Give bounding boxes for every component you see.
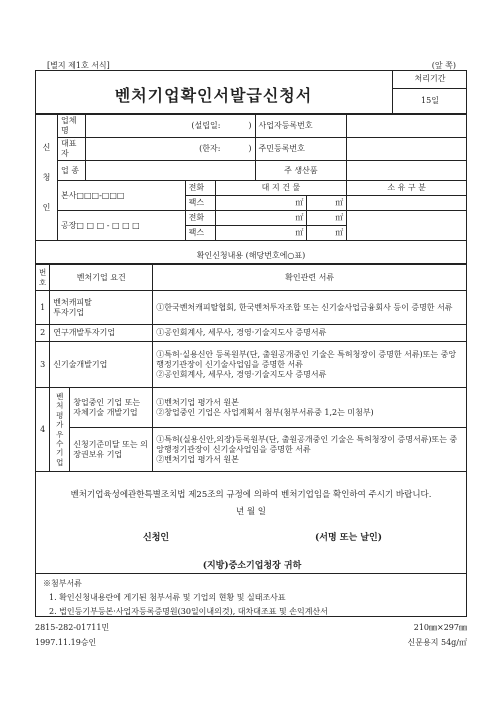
table-row[interactable] — [36, 325, 467, 342]
attachments — [35, 573, 467, 617]
applicant-side-label: 신 청 인 — [36, 115, 58, 241]
title-row — [35, 70, 467, 114]
hq-label: 본사□□□-□□□ — [57, 181, 185, 211]
attachment-item: 2. 법인등기부등본·사업자등록증명원(30일이내의것), 대차대조표 및 손익계산서 — [49, 607, 328, 616]
processing-label: 처리기간 — [393, 70, 467, 89]
row-req: 신기술개발기업 — [50, 342, 153, 388]
industry-field[interactable] — [85, 161, 255, 181]
page-side: (앞 쪽) — [431, 61, 456, 70]
table-row[interactable] — [36, 388, 467, 428]
statement: 벤처기업육성에관한특별조치법 제25조의 규정에 의하여 벤처기업임을 확인하여 주시기 바랍니다. — [70, 490, 432, 500]
paper-type: 신문용지 54g/㎡ — [407, 638, 467, 647]
factory-ownership-field[interactable] — [347, 211, 467, 241]
hq-phone-label: 전화 — [185, 181, 215, 196]
factory-bldg-field-2[interactable]: ㎡ — [307, 226, 347, 241]
col-docs-header: 확인관련 서류 — [153, 265, 467, 291]
factory-fax-label: 팩스 — [185, 226, 215, 241]
company-name-label: 업체명 — [57, 115, 85, 138]
bizreg-field[interactable] — [347, 115, 467, 138]
row-docs: ①한국벤처캐피탈협회, 한국벤처투자조합 또는 신기술사업금융회사 등이 증명한 서류 — [153, 291, 467, 325]
attachments-title: ※첨부서류 — [43, 579, 82, 588]
rep-label: 대표자 — [57, 138, 85, 161]
hq-fax-label: 팩스 — [185, 196, 215, 211]
processing-value: 15일 — [421, 96, 439, 105]
factory-label: 공장□ □ □ - □ □ □ — [57, 211, 185, 241]
form-title: 벤처기업확인서발급신청서 — [114, 86, 313, 105]
row-req: 창업중인 기업 또는 자체기술 개발기업 — [70, 388, 153, 428]
factory-land-field-2[interactable]: ㎡ — [215, 226, 307, 241]
recipient: (지방)중소기업청장 귀하 — [202, 561, 302, 571]
form-code: 2815-282-01711민 — [35, 623, 110, 632]
land-building-header: 대 지 건 물 — [215, 181, 347, 196]
table-row[interactable] — [36, 428, 467, 472]
industry-label: 업 종 — [57, 161, 85, 181]
row-no: 1 — [36, 291, 50, 325]
product-field[interactable] — [347, 161, 467, 181]
factory-phone-label: 전화 — [185, 211, 215, 226]
row-docs: ①벤처기업 평가서 원본 ②창업중인 기업은 사업계획서 첨부(첨부서류중 1,2는 미첨부) — [153, 388, 467, 428]
row-no: 2 — [36, 325, 50, 342]
col-no-header: 번호 — [36, 265, 50, 291]
applicant-table — [35, 114, 467, 241]
factory-land-field[interactable]: ㎡ — [215, 211, 307, 226]
factory-bldg-field[interactable]: ㎡ — [307, 211, 347, 226]
row-no: 4 — [36, 388, 50, 472]
bizreg-label: 사업자등록번호 — [255, 115, 347, 138]
date-line: 년 월 일 — [235, 507, 267, 517]
row-req: 벤처캐피탈 투자기업 — [50, 291, 153, 325]
company-name-field[interactable]: (설립일: ) — [85, 115, 255, 138]
row-docs: ①특허·실용신안 등록원부(단, 출원공개중인 기술은 특허청장이 증명한 서류)또는 중앙행정기관장이 신기술사업임을 증명한 서류 ②공인회계사, 세무사, 경영·기술지도사 증명서류 — [153, 342, 467, 388]
row-docs: ①특허(실용신안,의장)등록원부(단, 출원공개중인 기술은 특허청장이 증명서류)또는 중앙행정기관장이 신기술사업임을 증명한 서류 ②벤처기업 평가서 원본 — [153, 428, 467, 472]
row-docs: ①공인회계사, 세무사, 경영·기술지도사 증명서류 — [153, 325, 467, 342]
hq-bldg-field[interactable]: ㎡ — [307, 196, 347, 211]
hq-ownership-field[interactable] — [347, 196, 467, 211]
paper-size: 210㎜×297㎜ — [413, 623, 467, 632]
requirements-table — [35, 264, 467, 472]
row-no: 3 — [36, 342, 50, 388]
applicant-sig-label: 신청인 — [143, 533, 170, 543]
processing-period — [392, 70, 467, 114]
row-group: 벤처 평가 우수 기업 — [50, 388, 70, 472]
resident-field[interactable] — [347, 138, 467, 161]
attachment-item: 1. 확인신청내용란에 게기된 첨부서류 및 기업의 현황 및 실태조사표 — [49, 593, 286, 602]
row-req: 연구개발투자기업 — [50, 325, 153, 342]
applicant-sign-field[interactable]: (서명 또는 날인) — [315, 533, 382, 543]
table-row[interactable] — [36, 291, 467, 325]
product-label: 주 생산품 — [255, 161, 347, 181]
row-req: 신청기준미달 또는 의장권보유 기업 — [70, 428, 153, 472]
table-row[interactable] — [36, 342, 467, 388]
ownership-header: 소 유 구 분 — [347, 181, 467, 196]
approval-date: 1997.11.19승인 — [35, 638, 97, 647]
section-title: 확인신청내용 (해당번호에○표) — [35, 248, 467, 264]
resident-label: 주민등록번호 — [255, 138, 347, 161]
rep-field[interactable]: (한자: ) — [85, 138, 255, 161]
col-req-header: 벤처기업 요건 — [50, 265, 153, 291]
form-number: [별지 제1호 서식] — [47, 61, 110, 70]
hq-land-field[interactable]: ㎡ — [215, 196, 307, 211]
